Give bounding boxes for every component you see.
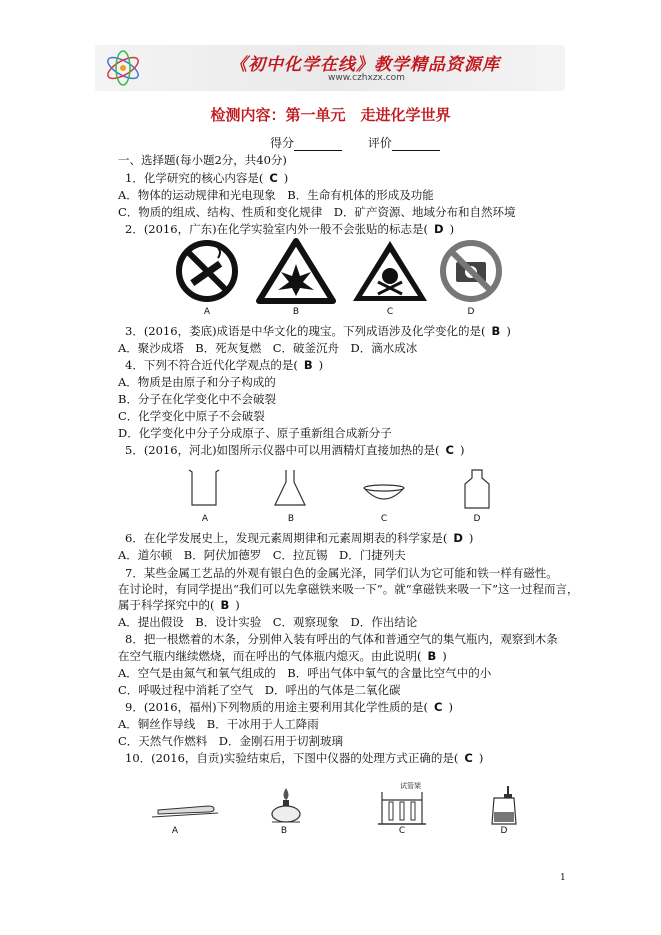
question-line-q4a — [118, 374, 276, 390]
answer-choice: B — [427, 649, 437, 663]
sign-label-d: D — [467, 307, 475, 317]
score-blank[interactable] — [294, 138, 342, 151]
sign-label-c: C — [386, 307, 394, 317]
question-text: A．物体的运动规律和光电现象 B．生命有机体的形成及功能 — [118, 188, 434, 202]
question-line-q7b — [118, 581, 579, 597]
explosive-warning-sign-icon — [256, 238, 336, 304]
answer-choice: C — [269, 171, 278, 185]
question-line-q9 — [125, 699, 453, 715]
question-text: C．物质的组成、结构、性质和变化规律 D．矿产资源、地域分布和自然环境 — [118, 205, 516, 219]
question-line-q4 — [125, 357, 323, 373]
instrument-label-c: C — [380, 514, 388, 524]
answer-choice: D — [453, 531, 463, 545]
question-text: 2．(2016，广东)在化学实验室内外一般不会张贴的标志是( — [125, 222, 429, 236]
answer-choice: C — [464, 751, 473, 765]
answer-choice: B — [220, 598, 230, 612]
question-paren-close: ) — [478, 751, 484, 765]
answer-choice: D — [434, 222, 444, 236]
question-text: 4．下列不符合近代化学观点的是( — [125, 358, 298, 372]
tool-label-d: D — [500, 826, 508, 836]
instrument-label-b: B — [287, 514, 295, 524]
question-text: A．铜丝作导线 B．干冰用于人工降雨 — [118, 717, 319, 731]
question-line-q6a — [118, 547, 406, 563]
question-line-q9a — [118, 716, 319, 732]
question-line-q2 — [125, 221, 454, 237]
question-paren-close: ) — [448, 700, 453, 714]
reagent-jar-with-dropper-icon — [486, 784, 522, 826]
question-text: A．空气是由氮气和氧气组成的 B．呼出气体中氧气的含量比空气中的小 — [118, 666, 492, 680]
question-paren-close: ) — [449, 222, 455, 236]
sign-label-a: A — [203, 307, 211, 317]
answer-choice: C — [434, 700, 443, 714]
question-text: 1．化学研究的核心内容是( — [125, 171, 264, 185]
question-paren-close: ) — [468, 531, 474, 545]
question-line-q7c — [118, 597, 240, 613]
score-label: 得分 — [270, 136, 295, 150]
score-line — [270, 134, 462, 151]
question-text: 8．把一根燃着的木条，分别伸入装有呼出的气体和普通空气的集气瓶内，观察到木条 — [125, 632, 558, 646]
question-line-q4c — [118, 408, 265, 424]
question-line-q1a — [118, 187, 434, 203]
question-text: 5．(2016，河北)如图所示仪器中可以用酒精灯直接加热的是( — [125, 443, 440, 457]
question-line-q8d — [118, 682, 401, 698]
answer-choice: C — [445, 443, 454, 457]
question-line-q8 — [125, 631, 558, 647]
question-line-q3 — [125, 323, 511, 339]
tool-label-b: B — [280, 826, 288, 836]
question-paren-close: ) — [506, 324, 511, 338]
no-smoking-sign-icon — [174, 238, 240, 304]
question-text: C．天然气作燃料 D．金刚石用于切割玻璃 — [118, 734, 344, 748]
question-text: D．化学变化中分子分成原子、原子重新组合成新分子 — [118, 426, 392, 440]
question-line-q1 — [125, 170, 288, 186]
question-text: 10．(2016，自贡)实验结束后，下图中仪器的处理方式正确的是( — [125, 751, 459, 765]
question-paren-close: ) — [442, 649, 447, 663]
question-text: 7．某些金属工艺品的外观有银白色的金属光泽，同学们认为它可能和铁一样有磁性。 — [125, 566, 558, 580]
question-line-q7a — [118, 614, 417, 630]
beaker-icon — [186, 468, 222, 508]
question-text: A．聚沙成塔 B．死灰复燃 C．破釜沉舟 D．滴水成冰 — [118, 341, 418, 355]
question-line-q9b — [118, 733, 343, 749]
banner-title: 《初中化学在线》教学精品资源库 — [230, 55, 500, 75]
question-line-q10 — [125, 750, 483, 766]
question-text: 属于科学探究中的( — [118, 598, 215, 612]
question-text: B．分子在化学变化中不会破裂 — [118, 392, 276, 406]
atom-logo-icon — [103, 47, 143, 89]
question-line-q6 — [125, 530, 473, 546]
instrument-label-d: D — [473, 514, 481, 524]
question-line-q3a — [118, 340, 417, 356]
rack-label: 试管架 — [400, 782, 421, 790]
answer-choice: B — [491, 324, 501, 338]
question-line-q1b — [118, 204, 516, 220]
question-paren-close: ) — [235, 598, 240, 612]
question-line-q8b — [118, 648, 447, 664]
question-text: 6．在化学发展史上，发现元素周期律和元素周期表的科学家是( — [125, 531, 448, 545]
question-text: 在空气瓶内继续燃烧，而在呼出的气体瓶内熄灭。由此说明( — [118, 649, 422, 663]
question-text: 在讨论时，有同学提出“我们可以先拿磁铁来吸一下”。就“拿磁铁来吸一下”这一过程而言， — [118, 582, 579, 596]
answer-choice: B — [303, 358, 313, 372]
toxic-warning-sign-icon — [350, 238, 430, 304]
question-text: A．道尔顿 B．阿伏加德罗 C．拉瓦锡 D．门捷列夫 — [118, 548, 406, 562]
instrument-label-a: A — [201, 514, 209, 524]
question-paren-close: ) — [283, 171, 289, 185]
eval-blank[interactable] — [392, 138, 440, 151]
sign-label-b: B — [292, 307, 300, 317]
question-line-q5 — [125, 442, 465, 458]
section-heading: 一、选择题(每小题2分，共40分) — [118, 153, 287, 167]
eval-label: 评价 — [367, 136, 392, 150]
question-text: A．提出假设 B．设计实验 C．观察现象 D．作出结论 — [118, 615, 418, 629]
question-paren-close: ) — [460, 443, 465, 457]
reagent-bottle-icon — [462, 468, 492, 510]
question-line-q7 — [125, 565, 558, 581]
question-paren-close: ) — [318, 358, 324, 372]
test-tube-on-table-icon — [150, 800, 220, 820]
tool-label-a: A — [171, 826, 179, 836]
banner-url: www.czhxzx.com — [328, 73, 405, 83]
question-text: C．呼吸过程中消耗了空气 D．呼出的气体是二氧化碳 — [118, 683, 401, 697]
question-text: C．化学变化中原子不会破裂 — [118, 409, 265, 423]
erlenmeyer-flask-icon — [272, 468, 308, 508]
question-line-q8c — [118, 665, 491, 681]
page-title: 检测内容：第一单元 走进化学世界 — [210, 106, 451, 124]
tool-label-c: C — [398, 826, 406, 836]
alcohol-lamp-icon — [266, 784, 306, 824]
question-text: 3．(2016，娄底)成语是中华文化的瑰宝。下列成语涉及化学变化的是( — [125, 324, 486, 338]
no-photography-sign-icon — [438, 238, 504, 304]
question-line-q4b — [118, 391, 276, 407]
question-line-q4d — [118, 425, 392, 441]
question-text: 9．(2016，福州)下列物质的用途主要利用其化学性质的是( — [125, 700, 429, 714]
evaporating-dish-icon — [362, 484, 406, 504]
question-text: A．物质是由原子和分子构成的 — [118, 375, 276, 389]
page-number: 1 — [560, 873, 566, 883]
